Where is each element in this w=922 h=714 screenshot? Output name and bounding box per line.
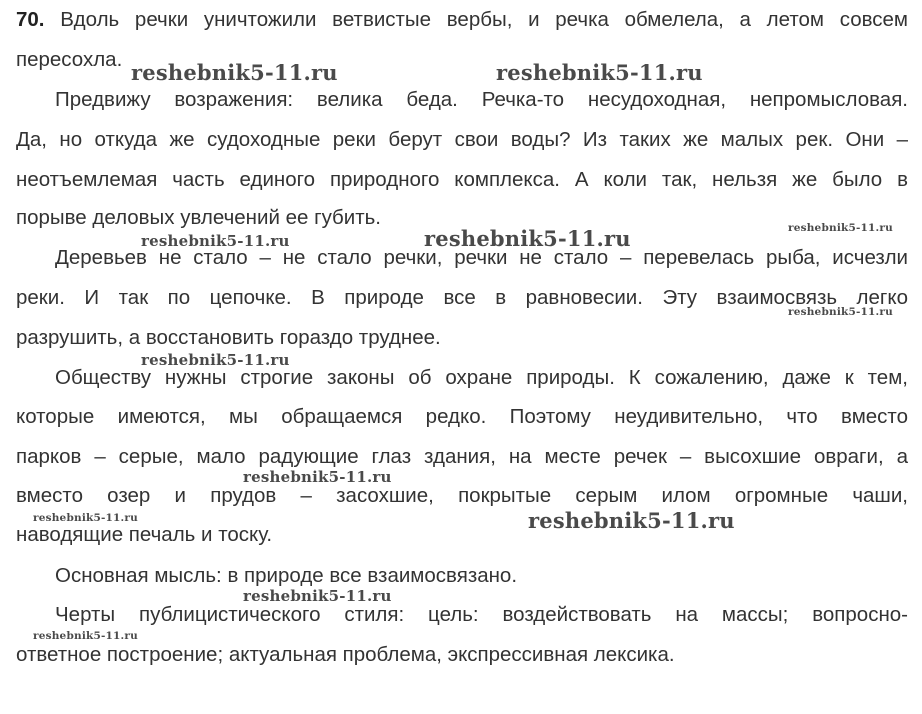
exercise-number: 70. <box>16 8 45 31</box>
text-line: Черты публицистического стиля: цель: воздействовать на массы; вопросно- <box>55 603 908 626</box>
text-line: Предвижу возражения: велика беда. Речка-то несудоходная, непромысловая. <box>55 88 908 111</box>
watermark: reshebnik5-11.ru <box>141 351 290 369</box>
watermark: reshebnik5-11.ru <box>33 512 138 524</box>
watermark: reshebnik5-11.ru <box>131 60 338 85</box>
watermark: reshebnik5-11.ru <box>424 226 631 251</box>
text-line: порыве деловых увлечений ее губить. <box>16 206 382 229</box>
text-line: Да, но откуда же судоходные реки берут свои воды? Из таких же малых рек. Они – <box>16 128 908 151</box>
text-line: разрушить, а восстановить гораздо труднее. <box>16 326 441 349</box>
watermark: reshebnik5-11.ru <box>141 232 290 250</box>
text-line: реки. И так по цепочке. В природе все в равновесии. Эту взаимосвязь легко <box>16 286 908 309</box>
text-line: которые имеются, мы обращаемся редко. Поэтому неудивительно, что вместо <box>16 405 908 428</box>
text-line: пересохла. <box>16 48 123 71</box>
watermark: reshebnik5-11.ru <box>788 306 893 318</box>
watermark: reshebnik5-11.ru <box>33 630 138 642</box>
watermark: reshebnik5-11.ru <box>243 468 392 486</box>
watermark: reshebnik5-11.ru <box>243 587 392 605</box>
text-line: Основная мысль: в природе все взаимосвязано. <box>55 564 518 587</box>
text-line: парков – серые, мало радующие глаз здания, на месте речек – высохшие овраги, а <box>16 445 908 468</box>
watermark: reshebnik5-11.ru <box>788 222 893 234</box>
text-line: вместо озер и прудов – засохшие, покрытые серым илом огромные чаши, <box>16 484 908 507</box>
text-line <box>16 8 908 32</box>
text-line: ответное построение; актуальная проблема, экспрессивная лексика. <box>16 643 675 666</box>
watermark: reshebnik5-11.ru <box>528 508 735 533</box>
text-line: Деревьев не стало – не стало речки, речки не стало – перевелась рыба, исчезли <box>55 246 908 269</box>
watermark: reshebnik5-11.ru <box>496 60 703 85</box>
text-line: наводящие печаль и тоску. <box>16 523 273 546</box>
text-line: Обществу нужны строгие законы об охране природы. К сожалению, даже к тем, <box>55 366 908 389</box>
text-line: неотъемлемая часть единого природного комплекса. А коли так, нельзя же было в <box>16 168 908 191</box>
line-text: Вдоль речки уничтожили ветвистые вербы, и речка обмелела, а летом совсем <box>60 8 908 31</box>
